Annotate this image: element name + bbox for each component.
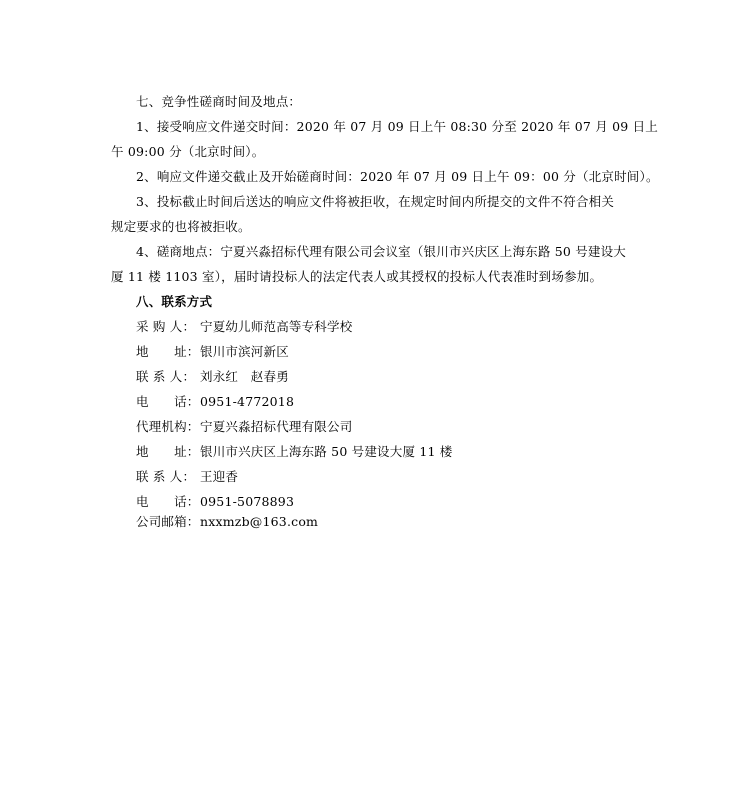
contact-row: [136, 369, 289, 385]
contact-label: 采 购 人：: [136, 319, 196, 334]
contact-row: [136, 514, 318, 530]
contact-value: 宁夏幼儿师范高等专科学校: [200, 319, 353, 334]
contact-label: 电 话：: [136, 494, 200, 509]
contact-label: 联 系 人：: [136, 469, 196, 484]
contact-label: 电 话：: [136, 394, 200, 409]
section-8-heading: 八、联系方式: [136, 294, 213, 309]
section-7-item-3-line-2: 规定要求的也将被拒收。: [111, 219, 251, 234]
contact-value: nxxmzb@163.com: [200, 514, 319, 529]
contact-row: [136, 394, 294, 410]
contact-value: 银川市兴庆区上海东路 50 号建设大厦 11 楼: [200, 444, 453, 459]
contact-row: [136, 319, 352, 335]
contact-row: [136, 444, 453, 460]
section-7-item-3-line-1: 3、投标截止时间后送达的响应文件将被拒收，在规定时间内所提交的文件不符合相关: [136, 194, 615, 209]
contact-row: [136, 469, 238, 485]
contact-value: 王迎香: [200, 469, 239, 484]
contact-value: 0951-4772018: [200, 394, 295, 409]
contact-label: 公司邮箱：: [136, 514, 200, 529]
contact-label: 代理机构：: [136, 419, 200, 434]
contact-label: 联 系 人：: [136, 369, 196, 384]
section-7-heading: 七、竞争性磋商时间及地点：: [136, 94, 302, 109]
section-7-item-2-line-1: 2、响应文件递交截止及开始磋商时间：2020 年 07 月 09 日上午 09：00 分（北京时间）。: [136, 169, 659, 184]
contact-value: 宁夏兴淼招标代理有限公司: [200, 419, 353, 434]
section-7-item-4-line-2: 厦 11 楼 1103 室），届时请投标人的法定代表人或其授权的投标人代表准时到场参加。: [111, 269, 603, 284]
section-7-item-4-line-1: 4、磋商地点：宁夏兴淼招标代理有限公司会议室（银川市兴庆区上海东路 50 号建设大: [136, 244, 627, 259]
section-7-item-1-line-2: 午 09:00 分（北京时间）。: [111, 144, 265, 159]
contact-row: [136, 494, 294, 510]
contact-label: 地 址：: [136, 344, 200, 359]
section-7-item-1-line-1: 1、接受响应文件递交时间：2020 年 07 月 09 日上午 08:30 分至 2020 年 07 月 09 日上: [136, 119, 658, 134]
contact-value: 银川市滨河新区: [200, 344, 289, 359]
contact-label: 地 址：: [136, 444, 200, 459]
contact-value: 0951-5078893: [200, 494, 295, 509]
contact-row: [136, 419, 352, 435]
contact-value: 刘永红 赵春勇: [200, 369, 289, 384]
contact-row: [136, 344, 289, 360]
